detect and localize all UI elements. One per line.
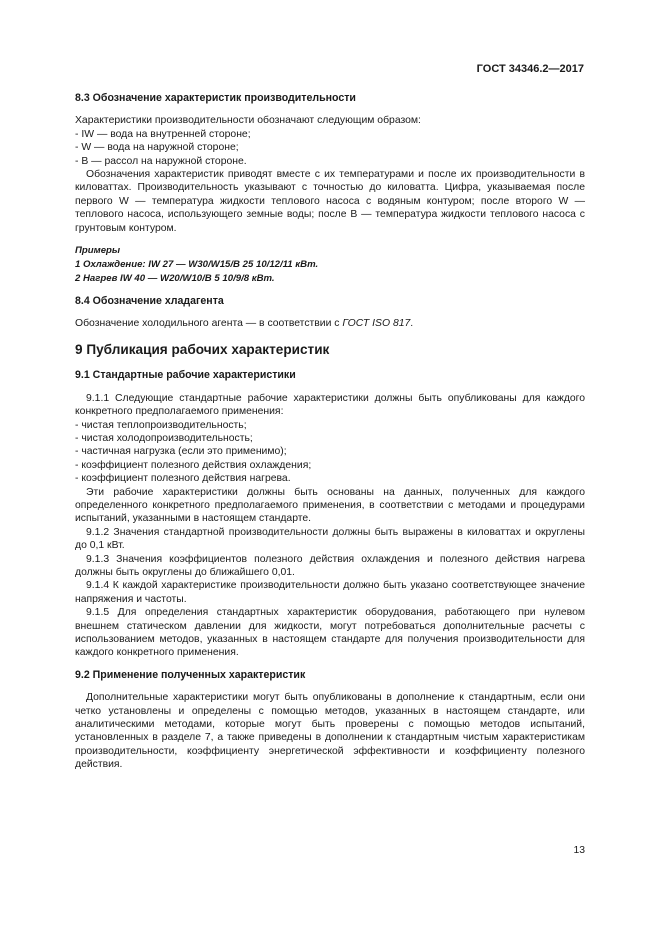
s91-item-part-load: - частичная нагрузка (если это применимо);: [75, 445, 585, 458]
standard-designation: ГОСТ 34346.2—2017: [476, 63, 584, 75]
section-8-3-heading: 8.3 Обозначение характеристик производительности: [75, 92, 356, 104]
page-number: 13: [573, 845, 585, 856]
s91-item-cooling-capacity: - чистая холодопроизводительность;: [75, 432, 585, 445]
s83-item-b: - B — рассол на наружной стороне.: [75, 155, 585, 168]
p-9-1-3: 9.1.3 Значения коэффициентов полезного действия охлаждения и полезного действия нагрева должны быть округлены до ближайшего 0,01.: [75, 553, 585, 578]
section-9-2-heading: 9.2 Применение полученных характеристик: [75, 668, 306, 681]
gost-iso-817-reference[interactable]: ГОСТ ISO 817: [342, 318, 411, 330]
examples-label: Примеры: [75, 245, 121, 257]
s91-item-cop: - коэффициент полезного действия нагрева.: [75, 472, 585, 485]
p-9-1-4: 9.1.4 К каждой характеристике производительности должно быть указано соответствующее значение напряжения и частоты.: [75, 580, 585, 605]
s83-item-w: - W — вода на наружной стороне;: [75, 141, 585, 154]
s91-item-eer: - коэффициент полезного действия охлаждения;: [75, 459, 585, 472]
section-8-4-heading: 8.4 Обозначение хладагента: [75, 295, 224, 308]
example-heating: 2 Нагрев IW 40 — W20/W10/B 5 10/9/8 кВт.: [75, 273, 275, 285]
s91-item-heating-capacity: - чистая теплопроизводительность;: [75, 419, 585, 432]
s83-paragraph: Обозначения характеристик приводят вместе с их температурами и после их производительности в киловаттах. Производительность указывают с точностью до киловатта. Цифра, указываемая после первого W — температура жидкости теплового насоса с водяным контуром; после второго W — теплового насоса, использующего земные воды; после B — температура жидкости теплового насоса с грунтовым контуром.: [75, 169, 585, 234]
s83-item-iw: - IW — вода на внутренней стороне;: [75, 128, 585, 141]
s91-after-list: Эти рабочие характеристики должны быть основаны на данных, полученных для каждого определенного конкретного предполагаемого применения, в соответствии с методами и процедурами испытаний, указанными в настоящем стандарте.: [75, 486, 585, 525]
page-content: [75, 92, 585, 772]
p-9-1-5: 9.1.5 Для определения стандартных характеристик оборудования, работающего при нулевом внешнем статическом давлении для жидкости, могут потребоваться дополнительные расчеты с использованием методов, указанных в настоящем стандарте для получения производительности для каждого конкретного применения.: [75, 607, 585, 659]
s84-text: Обозначение холодильного агента — в соответствии с ГОСТ ISO 817.: [75, 318, 414, 330]
p-9-1-2: 9.1.2 Значения стандартной производительности должны быть выражены в киловаттах и округлены до 0,1 кВт.: [75, 526, 585, 552]
s92-paragraph: Дополнительные характеристики могут быть опубликованы в дополнение к стандартным, если они четко установлены и определены с помощью методов, указанных в настоящем стандарте, или аналитическими методами, которые могут быть проверены с помощью методов испытаний, установленных в разделе 7, а также приведены в дополнении к стандартным чистым характеристикам производительности, коэффициенту энергетической эффективности и коэффициенту полезного действия.: [75, 692, 585, 771]
p-9-1-1: 9.1.1 Следующие стандартные рабочие характеристики должны быть опубликованы для каждого конкретного предполагаемого применения:: [75, 392, 585, 418]
section-9-1-heading: 9.1 Стандартные рабочие характеристики: [75, 369, 296, 382]
section-9-heading: 9 Публикация рабочих характеристик: [75, 341, 330, 357]
example-cooling: 1 Охлаждение: IW 27 — W30/W15/B 25 10/12/11 кВт.: [75, 259, 319, 271]
s83-intro: Характеристики производительности обозначают следующим образом:: [75, 115, 421, 127]
